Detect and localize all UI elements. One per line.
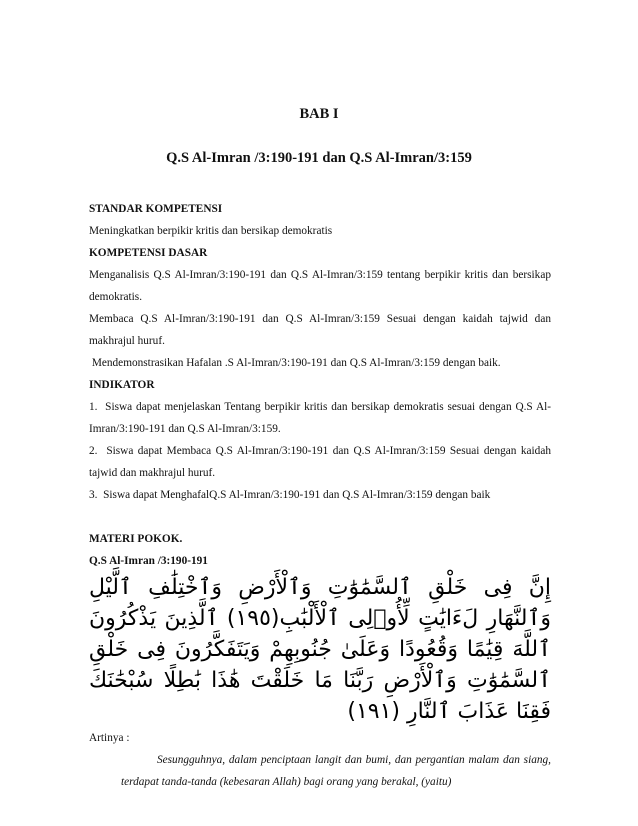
- kompetensi-dasar-item: Mendemonstrasikan Hafalan .S Al-Imran/3:190-191 dan Q.S Al-Imran/3:159 dengan baik.: [89, 357, 501, 369]
- chapter-title: BAB I: [299, 106, 339, 122]
- materi-pokok-heading: MATERI POKOK.: [89, 533, 183, 545]
- indikator-item: 1. Siswa dapat menjelaskan Tentang berpikir kritis dan bersikap demokratis sesuai dengan Q.S Al-Imran/3:190-191 dan Q.S Al-Imran/3:159.: [89, 401, 551, 435]
- standar-kompetensi-heading: STANDAR KOMPETENSI: [89, 203, 223, 215]
- standar-kompetensi-text: Meningkatkan berpikir kritis dan bersikap demokratis: [89, 225, 333, 237]
- surah-reference: Q.S Al-Imran /3:190-191: [89, 555, 208, 567]
- spacer: [89, 506, 551, 528]
- indikator-item: 2. Siswa dapat Membaca Q.S Al-Imran/3:190-191 dan Q.S Al-Imran/3:159 Sesuai dengan kaidah tajwid dan makhrajul huruf.: [89, 445, 554, 479]
- indikator-item: 3. Siswa dapat MenghafalQ.S Al-Imran/3:190-191 dan Q.S Al-Imran/3:159 dengan baik: [89, 489, 491, 501]
- kompetensi-dasar-heading: KOMPETENSI DASAR: [89, 247, 208, 259]
- chapter-subtitle: Q.S Al-Imran /3:190-191 dan Q.S Al-Imran/3:159: [166, 150, 472, 166]
- kompetensi-dasar-item: Menganalisis Q.S Al-Imran/3:190-191 dan Q.S Al-Imran/3:159 tentang berpikir kritis dan bersikap demokratis.: [89, 269, 551, 303]
- kompetensi-dasar-item: Membaca Q.S Al-Imran/3:190-191 dan Q.S Al-Imran/3:159 Sesuai dengan kaidah tajwid dan makhrajul huruf.: [89, 313, 551, 347]
- verse-translation: Sesungguhnya, dalam penciptaan langit dan bumi, dan pergantian malam dan siang, terdapat tanda-tanda (kebesaran Allah) bagi orang yang berakal, (yaitu): [121, 754, 551, 788]
- indikator-heading: INDIKATOR: [89, 379, 155, 391]
- arabic-verse: إِنَّ فِى خَلْقِ ٱلسَّمَٰوَٰتِ وَٱلْأَرْضِ وَٱخْتِلَٰفِ ٱلَّيْلِ وَٱلنَّهَارِ لَءَايَٰتٍ لِّأُو۟لِى ٱلْأَلْبَٰبِ(١٩٥) ٱلَّذِينَ يَذْكُرُونَ ٱللَّهَ قِيَٰمًا وَقُعُودًا وَعَلَىٰ جُنُوبِهِمْ وَيَتَفَكَّرُونَ فِى خَلْقِ ٱلسَّمَٰوَٰتِ وَٱلْأَرْضِ رَبَّنَا مَا خَلَقْتَ هَٰذَا بَٰطِلًا سُبْحَٰنَكَ فَقِنَا عَذَابَ ٱلنَّارِ (١٩١): [89, 575, 551, 724]
- document-body: [89, 198, 554, 793]
- artinya-label: Artinya :: [89, 732, 130, 744]
